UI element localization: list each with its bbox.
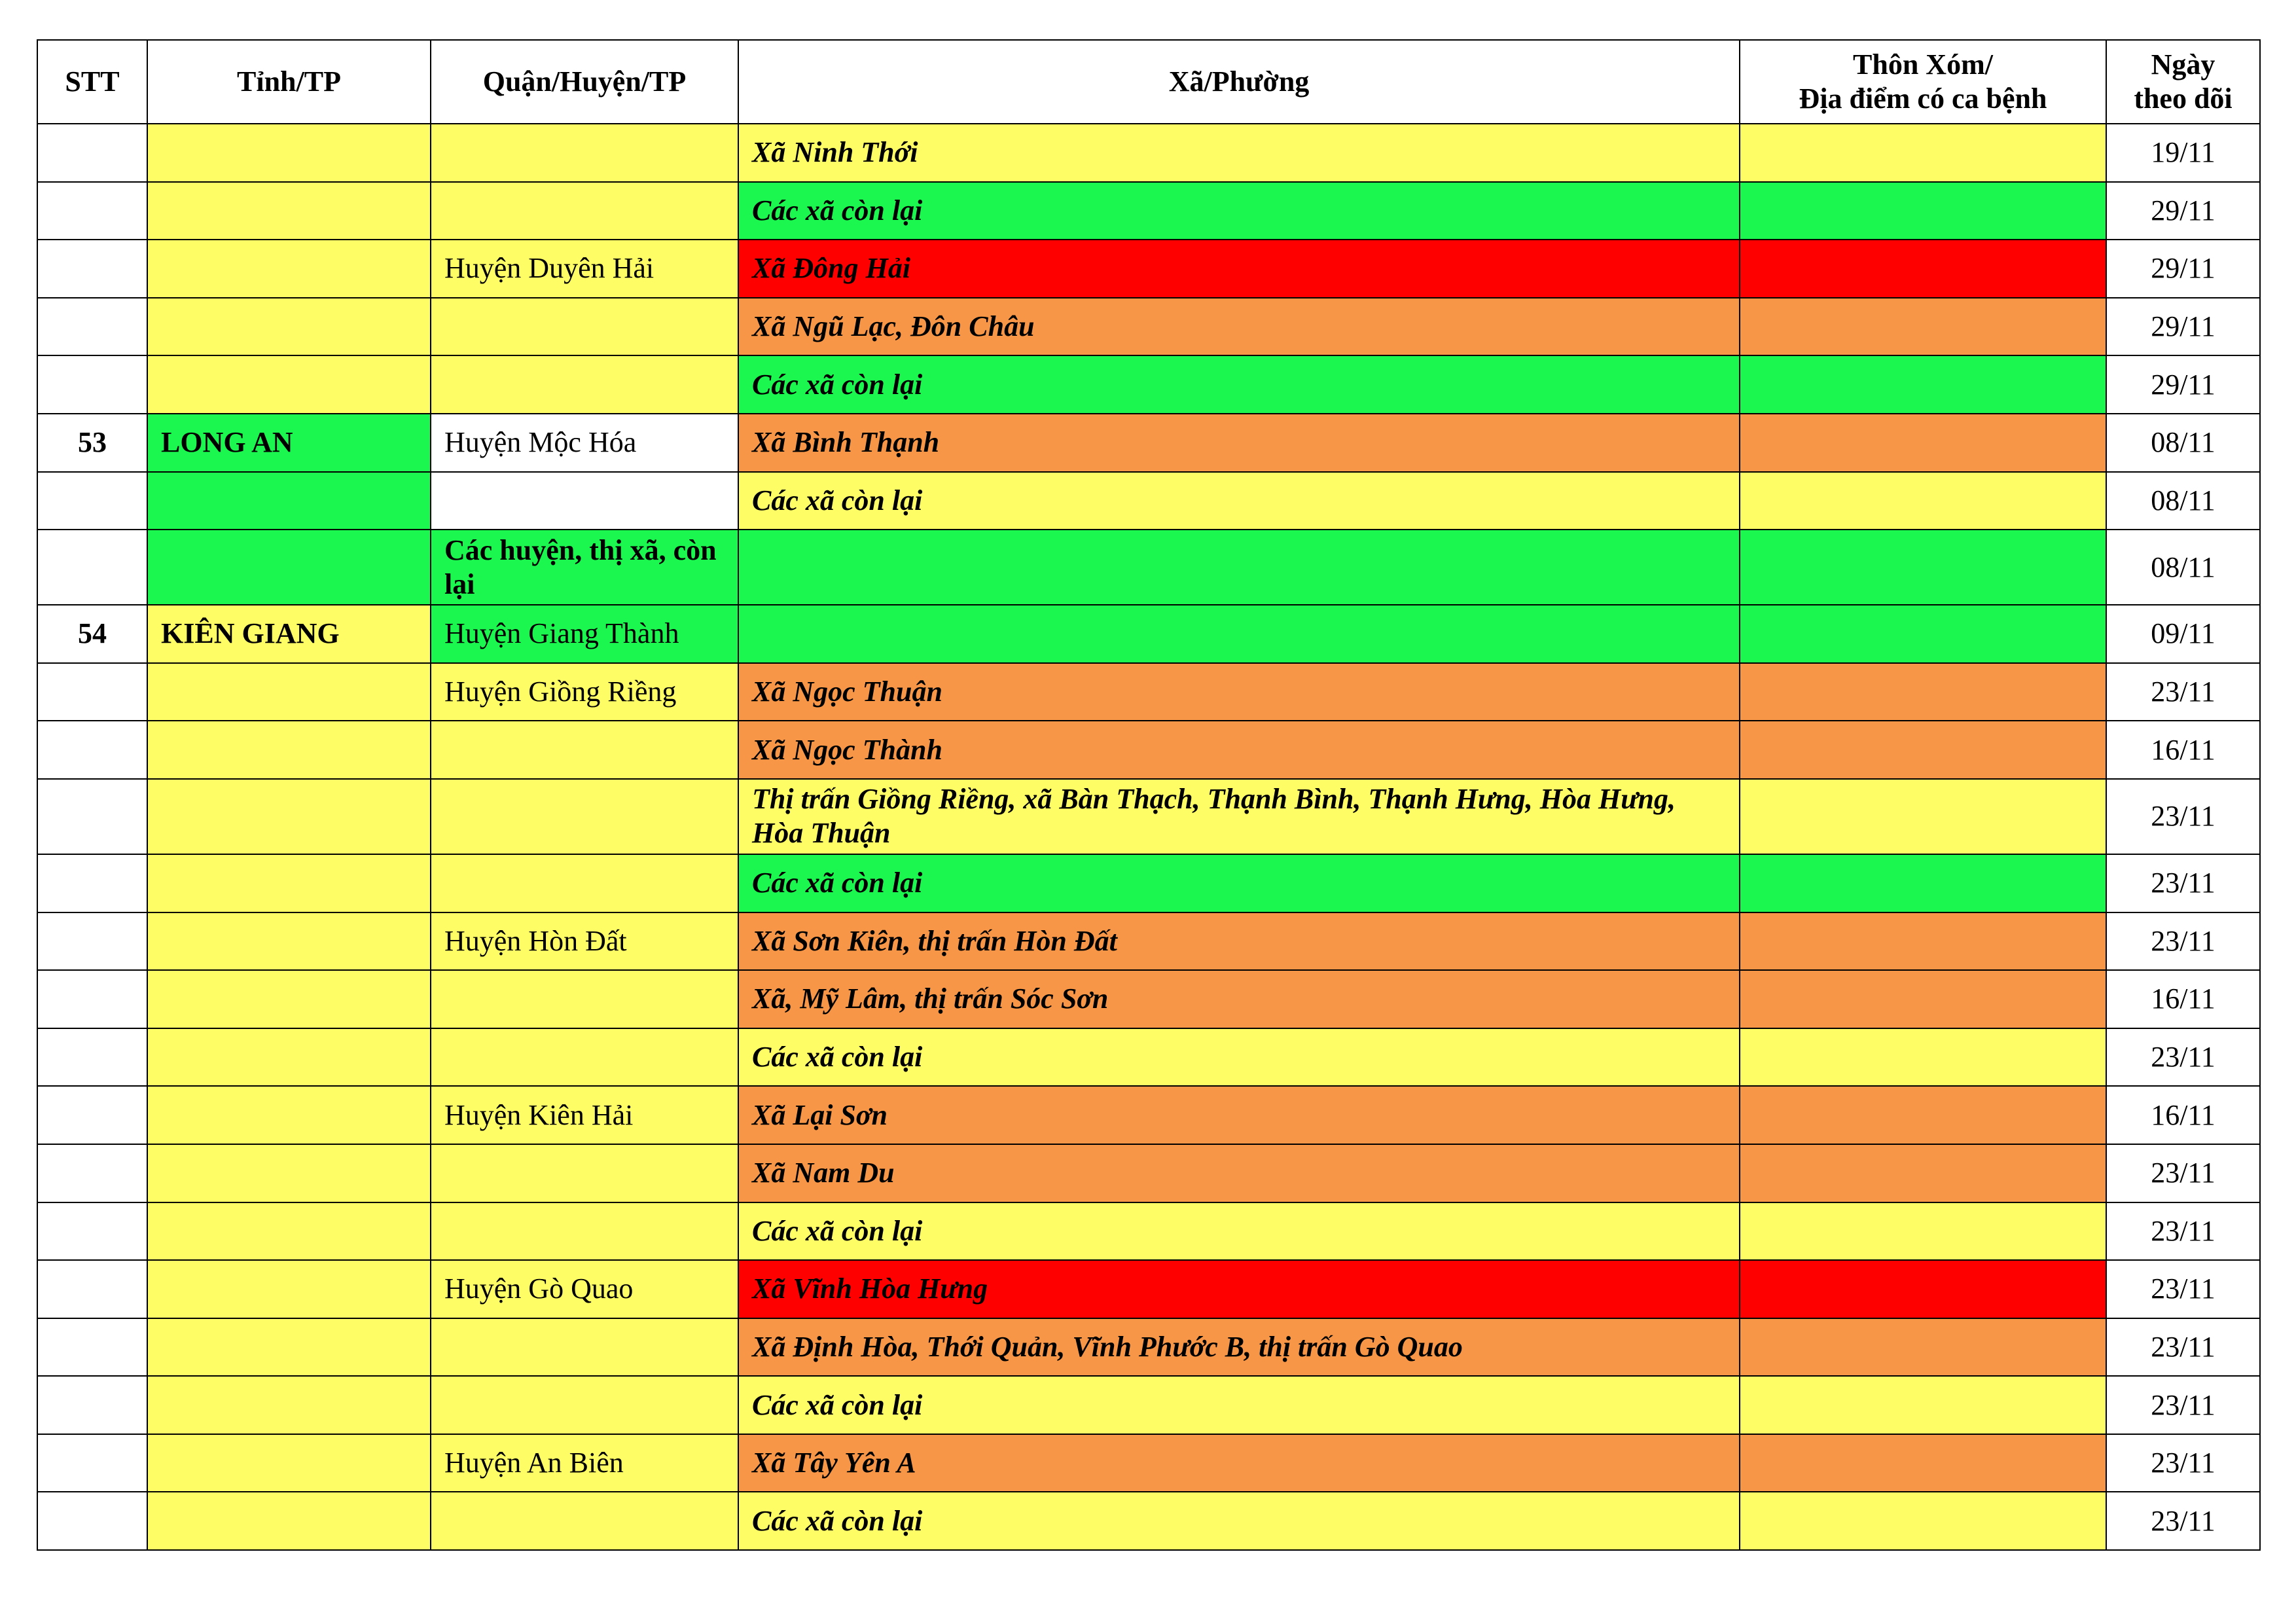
district-cell: Huyện Gò Quao	[431, 1260, 738, 1318]
date-cell: 29/11	[2106, 182, 2260, 240]
district-cell: Huyện Kiên Hải	[431, 1086, 738, 1144]
district-cell	[431, 1144, 738, 1202]
district-cell: Huyện An Biên	[431, 1434, 738, 1492]
province-cell	[147, 721, 431, 779]
table-row	[37, 240, 2260, 298]
header-district: Quận/Huyện/TP	[431, 40, 738, 124]
date-cell: 08/11	[2106, 530, 2260, 605]
date-cell: 23/11	[2106, 1434, 2260, 1492]
province-cell	[147, 298, 431, 356]
table-row	[37, 1434, 2260, 1492]
province-cell	[147, 1318, 431, 1377]
district-cell	[431, 1028, 738, 1087]
province-cell	[147, 1144, 431, 1202]
header-ward: Xã/Phường	[738, 40, 1740, 124]
province-cell	[147, 854, 431, 912]
covid-level-table	[37, 39, 2261, 1551]
stt-cell	[37, 1260, 147, 1318]
stt-cell	[37, 1318, 147, 1377]
ward-cell: Các xã còn lại	[738, 854, 1740, 912]
district-cell: Huyện Hòn Đất	[431, 912, 738, 971]
district-cell	[431, 472, 738, 530]
table-row	[37, 1028, 2260, 1087]
ward-cell: Các xã còn lại	[738, 1376, 1740, 1434]
district-cell	[431, 854, 738, 912]
stt-cell	[37, 124, 147, 182]
table-row	[37, 721, 2260, 779]
table-row	[37, 970, 2260, 1028]
province-cell	[147, 912, 431, 971]
district-cell	[431, 1202, 738, 1261]
stt-cell	[37, 721, 147, 779]
hamlet-cell	[1740, 472, 2106, 530]
province-cell	[147, 970, 431, 1028]
district-cell	[431, 1492, 738, 1550]
table-header-row	[37, 40, 2260, 124]
province-cell	[147, 1434, 431, 1492]
header-hamlet	[1740, 40, 2106, 124]
hamlet-cell	[1740, 605, 2106, 663]
province-cell	[147, 1202, 431, 1261]
hamlet-cell	[1740, 240, 2106, 298]
province-cell	[147, 1028, 431, 1087]
table-row	[37, 1144, 2260, 1202]
header-province: Tỉnh/TP	[147, 40, 431, 124]
district-cell: Huyện Giồng Riềng	[431, 663, 738, 721]
date-cell: 08/11	[2106, 414, 2260, 472]
hamlet-cell	[1740, 970, 2106, 1028]
date-cell: 16/11	[2106, 970, 2260, 1028]
ward-cell: Các xã còn lại	[738, 1492, 1740, 1550]
district-cell	[431, 721, 738, 779]
date-cell: 09/11	[2106, 605, 2260, 663]
district-cell: Huyện Mộc Hóa	[431, 414, 738, 472]
hamlet-cell	[1740, 182, 2106, 240]
ward-cell: Thị trấn Giồng Riềng, xã Bàn Thạch, Thạnh Bình, Thạnh Hưng, Hòa Hưng, Hòa Thuận	[738, 779, 1740, 854]
date-cell: 23/11	[2106, 1260, 2260, 1318]
stt-cell	[37, 1202, 147, 1261]
ward-cell: Xã, Mỹ Lâm, thị trấn Sóc Sơn	[738, 970, 1740, 1028]
table-row	[37, 1376, 2260, 1434]
stt-cell	[37, 240, 147, 298]
stt-cell	[37, 355, 147, 414]
hamlet-cell	[1740, 912, 2106, 971]
province-cell	[147, 530, 431, 605]
ward-cell: Xã Sơn Kiên, thị trấn Hòn Đất	[738, 912, 1740, 971]
table-row	[37, 182, 2260, 240]
hamlet-cell	[1740, 414, 2106, 472]
date-cell: 23/11	[2106, 1144, 2260, 1202]
hamlet-cell	[1740, 779, 2106, 854]
table-row	[37, 530, 2260, 605]
date-cell: 23/11	[2106, 663, 2260, 721]
date-cell: 16/11	[2106, 1086, 2260, 1144]
hamlet-cell	[1740, 1318, 2106, 1377]
stt-cell	[37, 1028, 147, 1087]
header-hamlet-line1: Thôn Xóm/	[1853, 48, 1993, 81]
ward-cell	[738, 605, 1740, 663]
district-cell	[431, 970, 738, 1028]
ward-cell: Xã Đông Hải	[738, 240, 1740, 298]
ward-cell: Xã Tây Yên A	[738, 1434, 1740, 1492]
table-row	[37, 1318, 2260, 1377]
date-cell: 29/11	[2106, 355, 2260, 414]
stt-cell	[37, 663, 147, 721]
district-cell	[431, 298, 738, 356]
stt-cell	[37, 779, 147, 854]
stt-cell	[37, 1434, 147, 1492]
stt-cell	[37, 1086, 147, 1144]
header-date-line1: Ngày	[2151, 48, 2215, 81]
stt-cell: 54	[37, 605, 147, 663]
table-row	[37, 779, 2260, 854]
province-cell	[147, 182, 431, 240]
date-cell: 23/11	[2106, 1376, 2260, 1434]
hamlet-cell	[1740, 1434, 2106, 1492]
table-body	[37, 124, 2260, 1550]
date-cell: 23/11	[2106, 854, 2260, 912]
hamlet-cell	[1740, 355, 2106, 414]
hamlet-cell	[1740, 1028, 2106, 1087]
table-row	[37, 298, 2260, 356]
date-cell: 29/11	[2106, 240, 2260, 298]
date-cell: 23/11	[2106, 1028, 2260, 1087]
hamlet-cell	[1740, 1376, 2106, 1434]
date-cell: 08/11	[2106, 472, 2260, 530]
province-cell	[147, 1086, 431, 1144]
stt-cell	[37, 472, 147, 530]
date-cell: 23/11	[2106, 1202, 2260, 1261]
header-stt: STT	[37, 40, 147, 124]
stt-cell	[37, 1376, 147, 1434]
province-cell: LONG AN	[147, 414, 431, 472]
table-row	[37, 355, 2260, 414]
table-row	[37, 472, 2260, 530]
stt-cell	[37, 1144, 147, 1202]
district-cell	[431, 1318, 738, 1377]
stt-cell	[37, 854, 147, 912]
hamlet-cell	[1740, 298, 2106, 356]
table-row	[37, 414, 2260, 472]
date-cell: 29/11	[2106, 298, 2260, 356]
province-cell	[147, 472, 431, 530]
province-cell	[147, 355, 431, 414]
province-cell	[147, 240, 431, 298]
hamlet-cell	[1740, 1086, 2106, 1144]
province-cell	[147, 779, 431, 854]
stt-cell	[37, 912, 147, 971]
table-row	[37, 124, 2260, 182]
date-cell: 23/11	[2106, 1318, 2260, 1377]
district-cell	[431, 1376, 738, 1434]
date-cell: 23/11	[2106, 1492, 2260, 1550]
table-row	[37, 1086, 2260, 1144]
table-row	[37, 663, 2260, 721]
stt-cell	[37, 182, 147, 240]
province-cell	[147, 1492, 431, 1550]
ward-cell: Xã Định Hòa, Thới Quản, Vĩnh Phước B, thị trấn Gò Quao	[738, 1318, 1740, 1377]
header-date	[2106, 40, 2260, 124]
hamlet-cell	[1740, 1144, 2106, 1202]
stt-cell	[37, 298, 147, 356]
header-date-line2: theo dõi	[2134, 82, 2233, 115]
stt-cell	[37, 1492, 147, 1550]
table-row	[37, 912, 2260, 971]
district-cell: Huyện Giang Thành	[431, 605, 738, 663]
district-cell	[431, 355, 738, 414]
hamlet-cell	[1740, 124, 2106, 182]
province-cell: KIÊN GIANG	[147, 605, 431, 663]
ward-cell: Các xã còn lại	[738, 1202, 1740, 1261]
date-cell: 19/11	[2106, 124, 2260, 182]
table-row	[37, 1260, 2260, 1318]
hamlet-cell	[1740, 1492, 2106, 1550]
district-cell	[431, 779, 738, 854]
ward-cell	[738, 530, 1740, 605]
ward-cell: Xã Ngũ Lạc, Đôn Châu	[738, 298, 1740, 356]
table-row	[37, 605, 2260, 663]
stt-cell: 53	[37, 414, 147, 472]
province-cell	[147, 663, 431, 721]
ward-cell: Các xã còn lại	[738, 1028, 1740, 1087]
hamlet-cell	[1740, 663, 2106, 721]
date-cell: 23/11	[2106, 912, 2260, 971]
ward-cell: Xã Ngọc Thuận	[738, 663, 1740, 721]
stt-cell	[37, 530, 147, 605]
district-cell: Các huyện, thị xã, còn lại	[431, 530, 738, 605]
date-cell: 16/11	[2106, 721, 2260, 779]
ward-cell: Các xã còn lại	[738, 182, 1740, 240]
table-row	[37, 854, 2260, 912]
province-cell	[147, 124, 431, 182]
district-cell	[431, 124, 738, 182]
ward-cell: Các xã còn lại	[738, 355, 1740, 414]
hamlet-cell	[1740, 1260, 2106, 1318]
ward-cell: Xã Lại Sơn	[738, 1086, 1740, 1144]
hamlet-cell	[1740, 530, 2106, 605]
date-cell: 23/11	[2106, 779, 2260, 854]
district-cell: Huyện Duyên Hải	[431, 240, 738, 298]
ward-cell: Xã Ninh Thới	[738, 124, 1740, 182]
ward-cell: Các xã còn lại	[738, 472, 1740, 530]
stt-cell	[37, 970, 147, 1028]
hamlet-cell	[1740, 1202, 2106, 1261]
district-cell	[431, 182, 738, 240]
table-row	[37, 1202, 2260, 1261]
ward-cell: Xã Nam Du	[738, 1144, 1740, 1202]
table-row	[37, 1492, 2260, 1550]
hamlet-cell	[1740, 721, 2106, 779]
province-cell	[147, 1376, 431, 1434]
ward-cell: Xã Ngọc Thành	[738, 721, 1740, 779]
hamlet-cell	[1740, 854, 2106, 912]
ward-cell: Xã Bình Thạnh	[738, 414, 1740, 472]
header-hamlet-line2: Địa điểm có ca bệnh	[1799, 82, 2047, 115]
province-cell	[147, 1260, 431, 1318]
ward-cell: Xã Vĩnh Hòa Hưng	[738, 1260, 1740, 1318]
